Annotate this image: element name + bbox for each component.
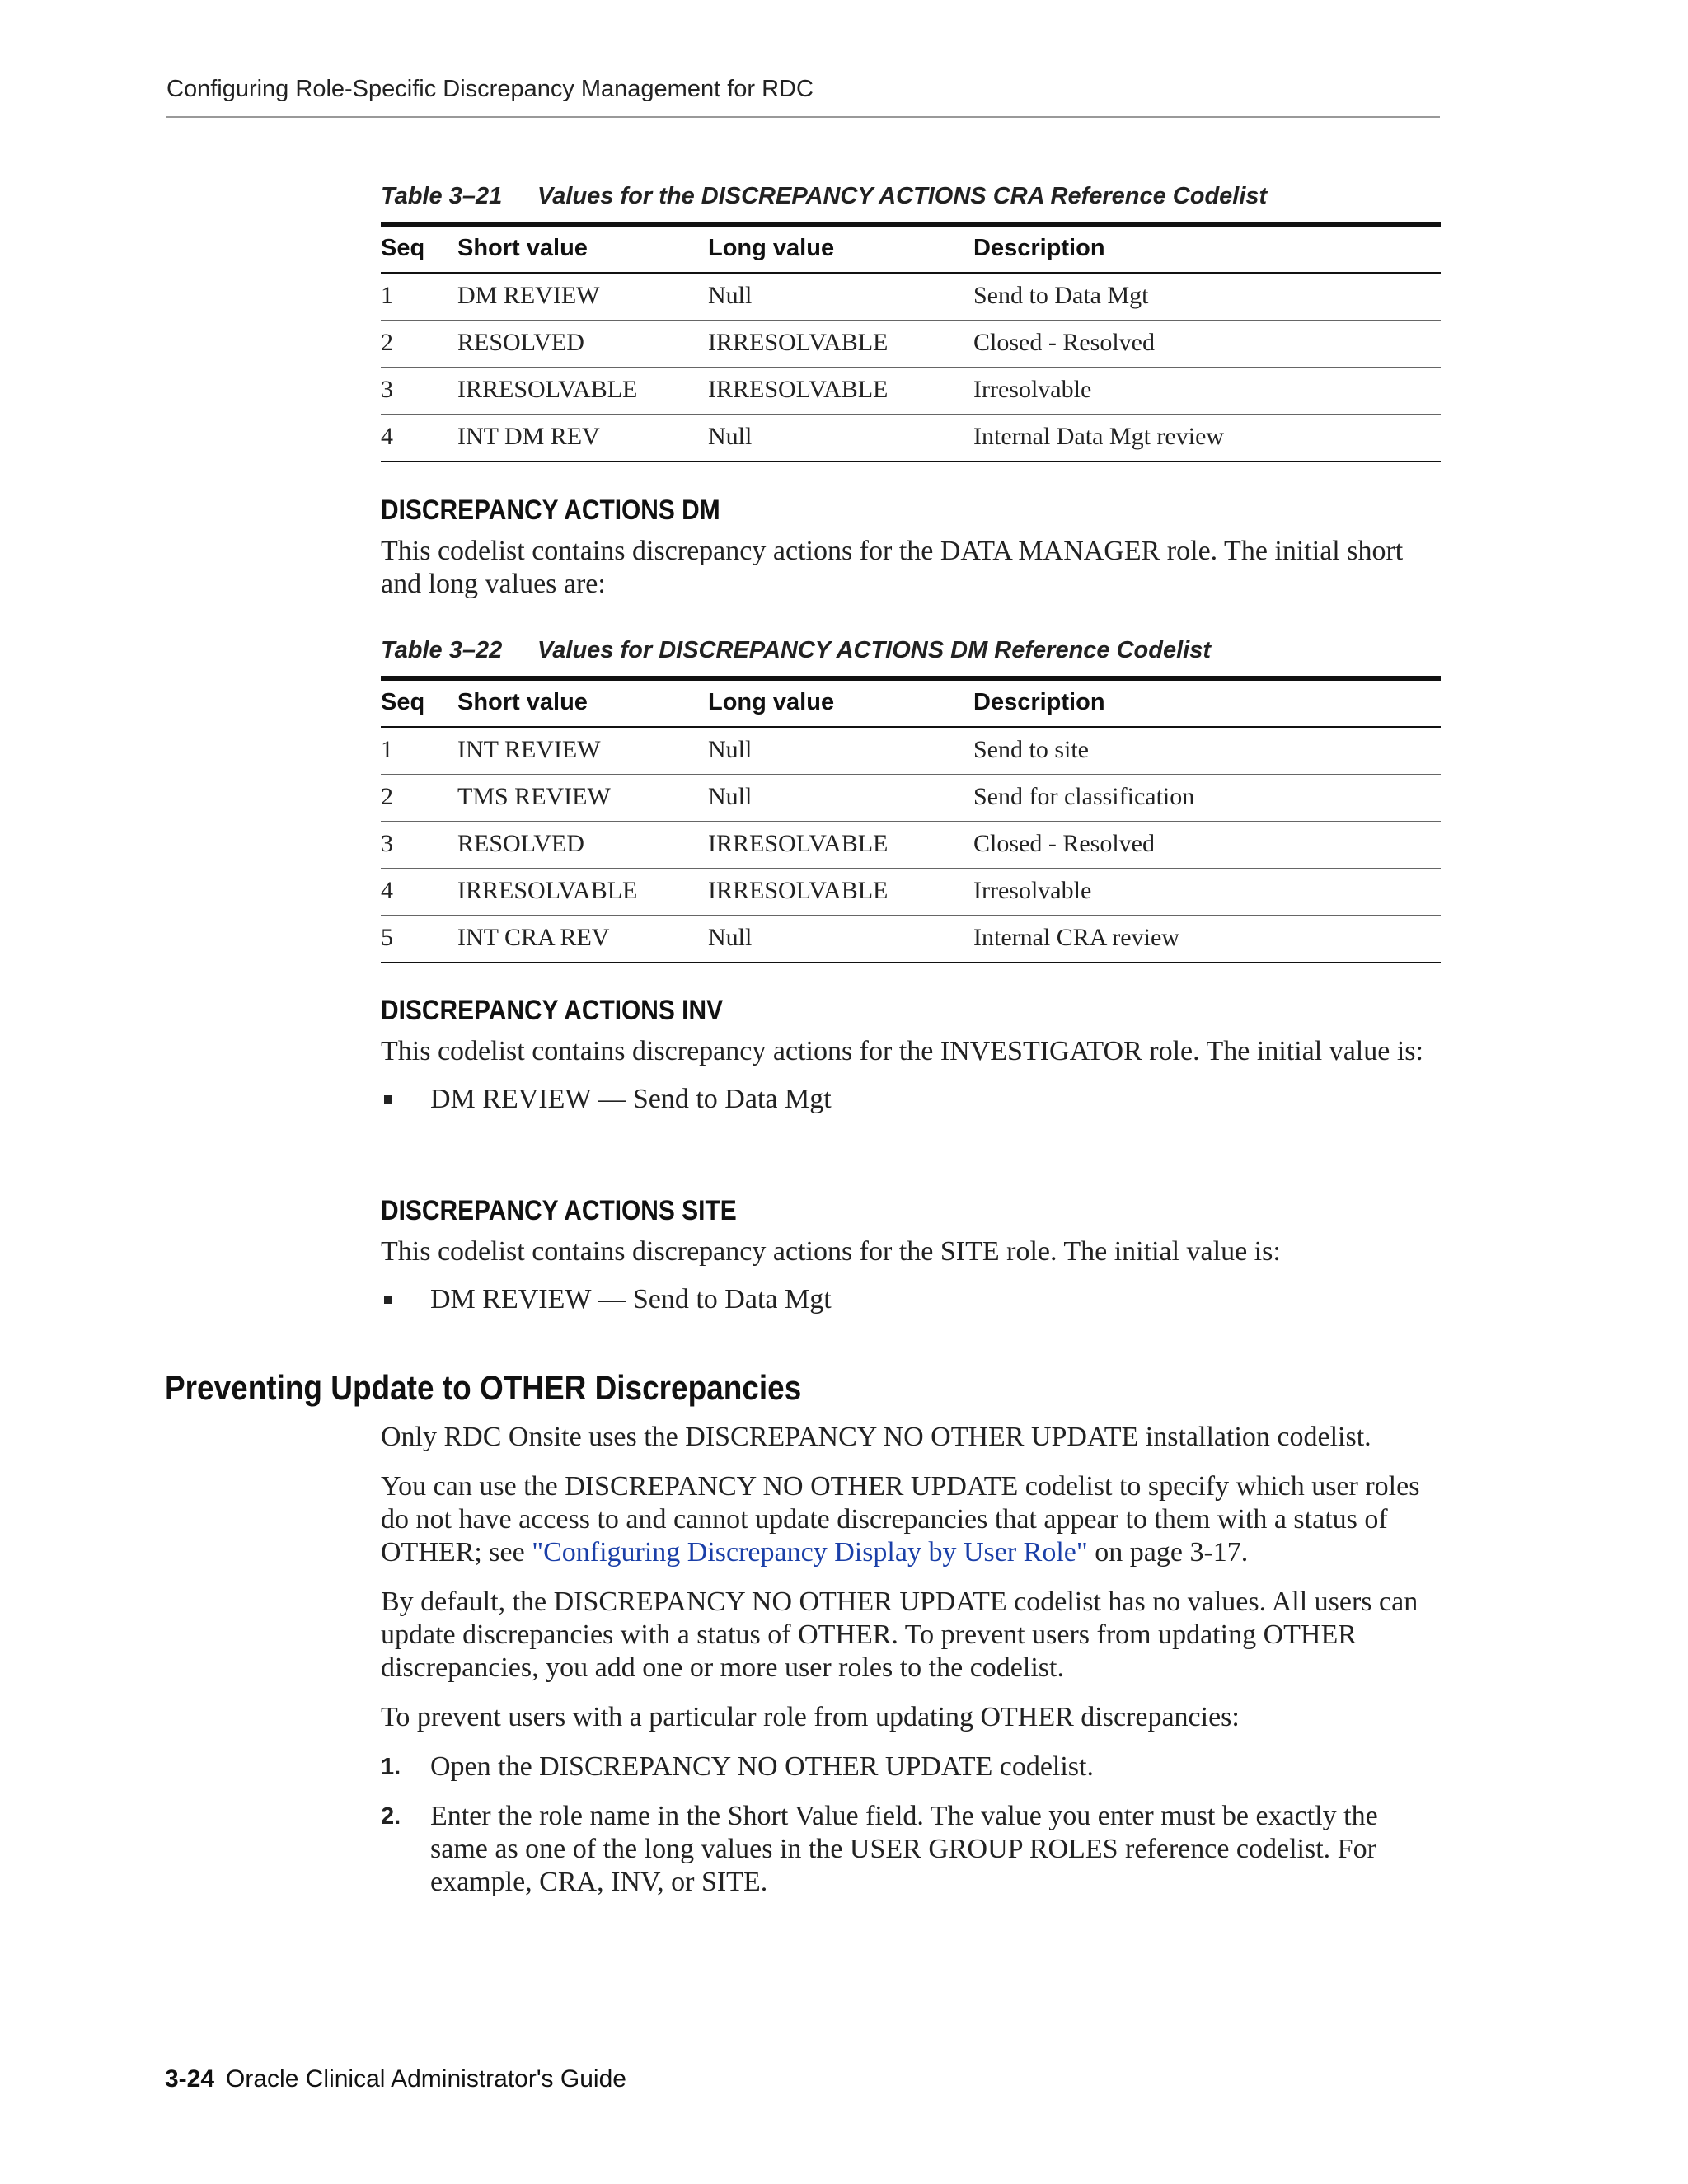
cell-long-value: Null	[708, 783, 753, 810]
col-header-short-value: Short value	[457, 235, 588, 261]
step-text: Enter the role name in the Short Value field. The value you enter must be exactly the same as one of the long values in the USER GROUP ROLES reference codelist. For example, CRA, INV, or SITE.	[430, 1801, 1378, 1897]
cell-seq: 1	[381, 282, 393, 309]
cell-long-value: Null	[708, 736, 753, 763]
table-caption	[381, 183, 1441, 210]
cell-short-value: RESOLVED	[457, 830, 584, 857]
cell-description: Irresolvable	[973, 376, 1092, 403]
list-item-text: DM REVIEW — Send to Data Mgt	[430, 1084, 832, 1114]
cell-long-value: Null	[708, 282, 753, 309]
list-item	[381, 1083, 1441, 1116]
prevent-update-body	[381, 1421, 1441, 1899]
table-row	[381, 916, 1441, 963]
col-header-short-value: Short value	[457, 689, 588, 715]
table-title: Values for the DISCREPANCY ACTIONS CRA Reference Codelist	[537, 183, 1268, 209]
col-header-seq: Seq	[381, 689, 425, 715]
cell-description: Closed - Resolved	[973, 329, 1155, 356]
col-header-seq: Seq	[381, 235, 425, 261]
cell-short-value: IRRESOLVABLE	[457, 376, 638, 403]
cell-long-value: IRRESOLVABLE	[708, 329, 889, 356]
cell-short-value: IRRESOLVABLE	[457, 877, 638, 904]
table-row	[381, 869, 1441, 916]
cell-short-value: DM REVIEW	[457, 282, 600, 309]
section-text: This codelist contains discrepancy actions for the DATA MANAGER role. The initial short and long values are:	[381, 536, 1404, 599]
paragraph: Only RDC Onsite uses the DISCREPANCY NO OTHER UPDATE installation codelist.	[381, 1422, 1372, 1452]
table-header-row	[381, 224, 1441, 273]
table-title: Values for DISCREPANCY ACTIONS DM Reference Codelist	[537, 637, 1211, 663]
cell-description: Send to site	[973, 736, 1089, 763]
table-row	[381, 415, 1441, 462]
site-section	[381, 1195, 1441, 1316]
cell-description: Internal CRA review	[973, 924, 1179, 951]
codelist-table-cra	[381, 222, 1441, 462]
cell-description: Internal Data Mgt review	[973, 423, 1225, 450]
list-item-step	[381, 1750, 1441, 1783]
cell-seq: 3	[381, 830, 393, 857]
section-text: This codelist contains discrepancy actions for the INVESTIGATOR role. The initial value is:	[381, 1036, 1423, 1066]
table-row	[381, 321, 1441, 368]
step-text: Open the DISCREPANCY NO OTHER UPDATE codelist.	[430, 1751, 1094, 1782]
paragraph-text: on page 3-17.	[1087, 1537, 1249, 1568]
inv-section	[381, 995, 1441, 1116]
cell-seq: 3	[381, 376, 393, 403]
list-item-text: DM REVIEW — Send to Data Mgt	[430, 1284, 832, 1315]
cell-short-value: INT DM REV	[457, 423, 600, 450]
cell-short-value: INT REVIEW	[457, 736, 601, 763]
paragraph: By default, the DISCREPANCY NO OTHER UPDATE codelist has no values. All users can update discrepancies with a status of OTHER. To prevent users from updating OTHER discrepancies, you add one or more user roles to the codelist.	[381, 1586, 1418, 1683]
cell-description: Irresolvable	[973, 877, 1092, 904]
dm-section	[381, 494, 1441, 601]
cell-description: Closed - Resolved	[973, 830, 1155, 857]
cell-seq: 2	[381, 783, 393, 810]
bullet-icon	[384, 1296, 392, 1304]
codelist-table-dm	[381, 676, 1441, 963]
section-heading: DISCREPANCY ACTIONS DM	[381, 494, 720, 526]
table-3-22-block	[381, 637, 1441, 963]
table-caption	[381, 637, 1441, 664]
cell-short-value: TMS REVIEW	[457, 783, 611, 810]
cell-long-value: Null	[708, 924, 753, 951]
cell-long-value: IRRESOLVABLE	[708, 376, 889, 403]
table-3-21-block	[381, 183, 1441, 462]
table-header-row	[381, 678, 1441, 727]
list-item	[381, 1283, 1441, 1316]
list-item-step	[381, 1800, 1441, 1899]
step-number: 1.	[381, 1754, 401, 1780]
cell-seq: 4	[381, 423, 393, 450]
col-header-description: Description	[973, 235, 1105, 261]
table-row	[381, 273, 1441, 321]
table-number: Table 3–21	[381, 183, 503, 209]
bullet-icon	[384, 1095, 392, 1104]
col-header-long-value: Long value	[708, 235, 835, 261]
table-row	[381, 775, 1441, 822]
section-heading-main: Preventing Update to OTHER Discrepancies	[165, 1368, 802, 1407]
cell-seq: 5	[381, 924, 393, 951]
cell-description: Send for classification	[973, 783, 1195, 810]
col-header-long-value: Long value	[708, 689, 835, 715]
running-header: Configuring Role-Specific Discrepancy Management for RDC	[166, 76, 1440, 118]
table-row	[381, 727, 1441, 775]
paragraph	[381, 1470, 1441, 1569]
section-heading: DISCREPANCY ACTIONS INV	[381, 995, 724, 1026]
book-title: Oracle Clinical Administrator's Guide	[226, 2065, 626, 2093]
paragraph-text: You can use the DISCREPANCY NO OTHER UPDATE codelist to specify which user roles do not have access to and cannot update discrepancies that appear to them with a status of OTHER; see	[381, 1471, 1420, 1568]
col-header-description: Description	[973, 689, 1105, 715]
cell-long-value: Null	[708, 423, 753, 450]
cell-seq: 4	[381, 877, 393, 904]
cell-seq: 2	[381, 329, 393, 356]
page-footer	[165, 2065, 626, 2093]
cell-long-value: IRRESOLVABLE	[708, 877, 889, 904]
cell-seq: 1	[381, 736, 393, 763]
table-row	[381, 368, 1441, 415]
cross-reference-link[interactable]: "Configuring Discrepancy Display by User Role"	[532, 1537, 1088, 1568]
page-number: 3-24	[165, 2065, 215, 2093]
cell-short-value: INT CRA REV	[457, 924, 610, 951]
section-heading: DISCREPANCY ACTIONS SITE	[381, 1195, 737, 1226]
cell-short-value: RESOLVED	[457, 329, 584, 356]
cell-long-value: IRRESOLVABLE	[708, 830, 889, 857]
table-row	[381, 822, 1441, 869]
step-number: 2.	[381, 1803, 401, 1830]
cell-description: Send to Data Mgt	[973, 282, 1149, 309]
table-number: Table 3–22	[381, 637, 503, 663]
section-text: This codelist contains discrepancy actions for the SITE role. The initial value is:	[381, 1236, 1281, 1267]
paragraph: To prevent users with a particular role from updating OTHER discrepancies:	[381, 1702, 1240, 1732]
